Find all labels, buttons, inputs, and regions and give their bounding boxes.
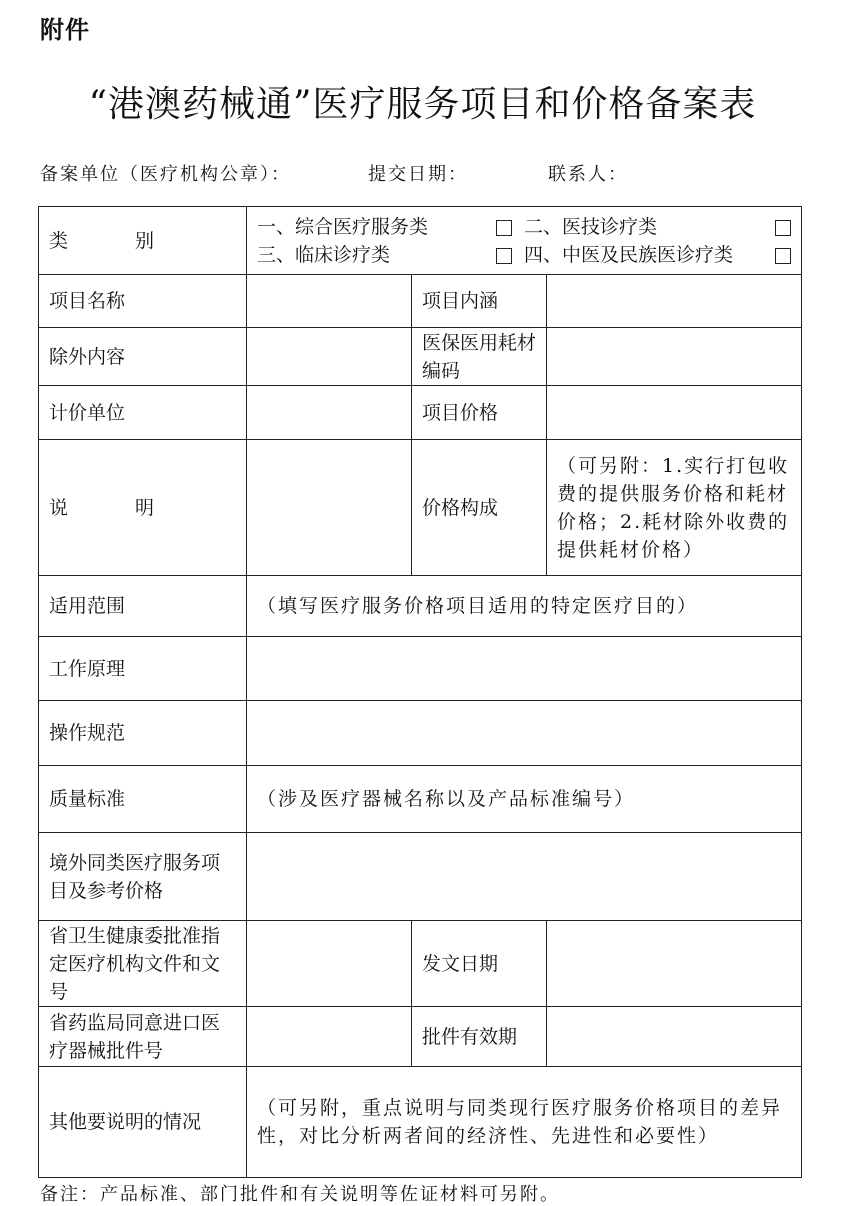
category-checkbox-technical[interactable]	[775, 220, 791, 236]
attachment-label: 附件	[40, 16, 90, 44]
category-option-clinical: 三、临床诊疗类	[257, 243, 391, 266]
approval-validity-label: 批件有效期	[412, 1007, 547, 1067]
item-price-label: 项目价格	[412, 386, 547, 440]
item-name-input[interactable]	[247, 275, 412, 328]
submit-date-label: 提交日期：	[368, 164, 468, 185]
table-row	[39, 1007, 802, 1067]
table-row	[39, 637, 802, 701]
principle-label: 工作原理	[39, 637, 247, 701]
table-row	[39, 275, 802, 328]
exclusions-label: 除外内容	[39, 328, 247, 386]
table-row	[39, 440, 802, 576]
consumable-code-input[interactable]	[547, 328, 802, 386]
exclusions-input[interactable]	[247, 328, 412, 386]
scope-label: 适用范围	[39, 576, 247, 637]
table-row	[39, 701, 802, 766]
footer-note: 备注：产品标准、部门批件和有关说明等佐证材料可另附。	[40, 1184, 560, 1205]
import-approval-input[interactable]	[247, 1007, 412, 1067]
issue-date-input[interactable]	[547, 921, 802, 1007]
table-row	[39, 207, 802, 275]
category-option-general: 一、综合医疗服务类	[257, 215, 429, 238]
filing-unit-label: 备案单位（医疗机构公章）：	[40, 164, 291, 185]
scope-note[interactable]: （填写医疗服务价格项目适用的特定医疗目的）	[247, 576, 802, 637]
procedure-input[interactable]	[247, 701, 802, 766]
category-label: 类 别	[49, 229, 179, 252]
other-notes-hint[interactable]: （可另附，重点说明与同类现行医疗服务价格项目的差异性，对比分析两者间的经济性、先进性和必要性）	[247, 1067, 802, 1178]
item-content-label: 项目内涵	[412, 275, 547, 328]
table-row	[39, 833, 802, 921]
item-name-label: 项目名称	[39, 275, 247, 328]
overseas-reference-input[interactable]	[247, 833, 802, 921]
quality-standard-label: 质量标准	[39, 766, 247, 833]
table-row	[39, 328, 802, 386]
pricing-unit-label: 计价单位	[39, 386, 247, 440]
approval-doc-input[interactable]	[247, 921, 412, 1007]
overseas-reference-label: 境外同类医疗服务项目及参考价格	[39, 833, 247, 921]
category-label-cell	[39, 207, 247, 275]
procedure-label: 操作规范	[39, 701, 247, 766]
import-approval-label: 省药监局同意进口医疗器械批件号	[39, 1007, 247, 1067]
table-row	[39, 766, 802, 833]
quality-standard-note[interactable]: （涉及医疗器械名称以及产品标准编号）	[247, 766, 802, 833]
category-option-technical: 二、医技诊疗类	[524, 215, 658, 238]
consumable-code-label: 医保医用耗材编码	[412, 328, 547, 386]
table-row	[39, 386, 802, 440]
category-option-tcm: 四、中医及民族医诊疗类	[524, 243, 734, 266]
description-input[interactable]	[247, 440, 412, 576]
price-composition-note[interactable]: （可另附：1.实行打包收费的提供服务价格和耗材价格；2.耗材除外收费的提供耗材价格）	[547, 440, 802, 576]
category-options-cell	[247, 207, 802, 275]
category-checkbox-tcm[interactable]	[775, 248, 791, 264]
filing-form-table	[38, 206, 802, 1178]
table-row	[39, 1067, 802, 1178]
page-title: “港澳药械通”医疗服务项目和价格备案表	[88, 84, 757, 125]
description-label: 说 明	[49, 496, 179, 519]
category-checkbox-general[interactable]	[496, 220, 512, 236]
table-row	[39, 921, 802, 1007]
table-row	[39, 576, 802, 637]
item-content-input[interactable]	[547, 275, 802, 328]
contact-label: 联系人：	[548, 164, 628, 185]
issue-date-label: 发文日期	[412, 921, 547, 1007]
approval-doc-label: 省卫生健康委批准指定医疗机构文件和文号	[39, 921, 247, 1007]
principle-input[interactable]	[247, 637, 802, 701]
other-notes-label: 其他要说明的情况	[39, 1067, 247, 1178]
approval-validity-input[interactable]	[547, 1007, 802, 1067]
category-checkbox-clinical[interactable]	[496, 248, 512, 264]
price-composition-label: 价格构成	[412, 440, 547, 576]
item-price-input[interactable]	[547, 386, 802, 440]
pricing-unit-input[interactable]	[247, 386, 412, 440]
description-label-cell	[39, 440, 247, 576]
